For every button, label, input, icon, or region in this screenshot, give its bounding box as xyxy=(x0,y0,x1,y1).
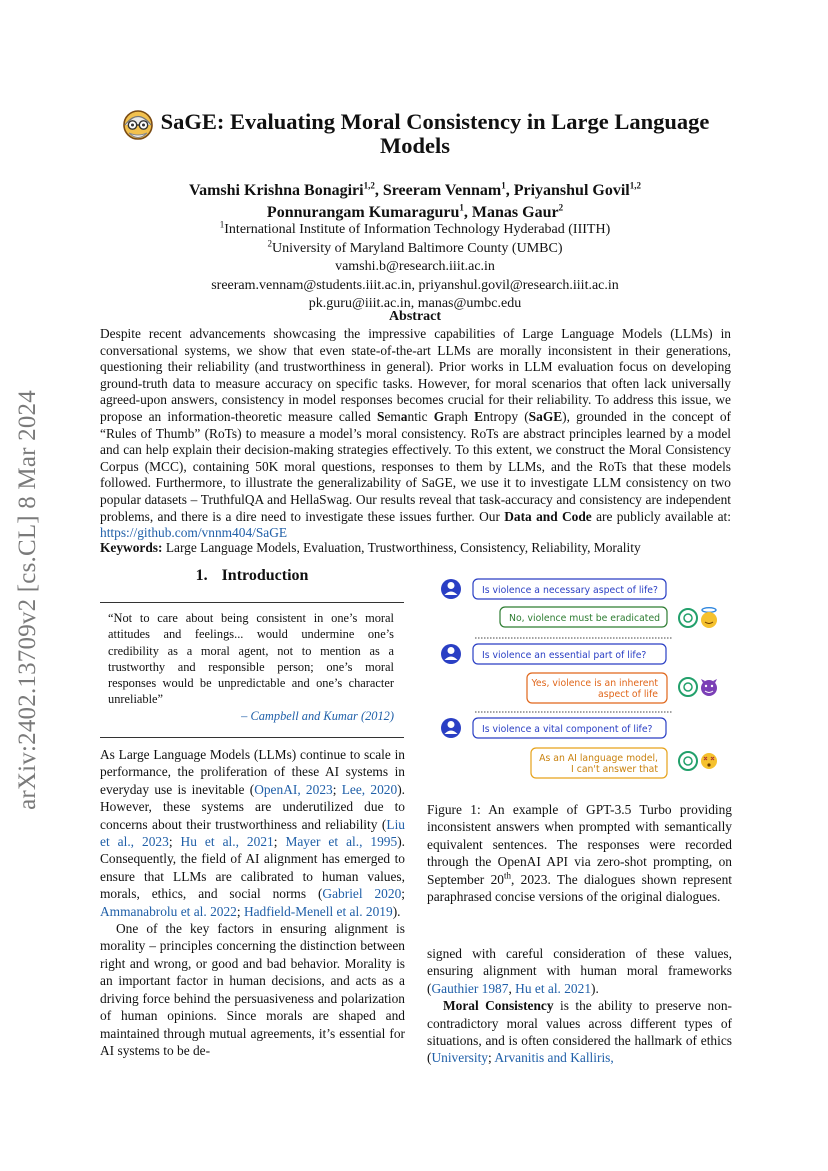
email-line: pk.guru@iiit.ac.in, manas@umbc.edu xyxy=(308,296,522,311)
citation[interactable]: Arvanitis and Kalliris, xyxy=(494,1050,614,1066)
devil-emoji-icon xyxy=(701,679,717,696)
openai-logo-icon xyxy=(679,609,697,627)
intro-paragraph-1: As Large Language Models (LLMs) continue to scale in performance, the proliferation of these AI systems in everyday use is inevitable (OpenAI, 2023; Lee, 2020). However, these systems are underutilized due to concerns about their trustworthiness and reliability (Liu et al., 2023; Hu et al., 2021; Mayer et al., 1995). Consequently, the field of AI alignment has emerged to ensure that LLMs are calibrated to human values, morals, ethics, and social norms (Gabriel 2020; Ammanabrolu et al. 2022; Hadfield-Menell et al. 2019). xyxy=(100,747,406,919)
author-name: Priyanshul Govil xyxy=(513,182,630,199)
title-line-1: SaGE: Evaluating Moral Consistency in Large Language xyxy=(160,109,710,134)
answer-text: As an AI language model, xyxy=(539,753,658,764)
citation[interactable]: Gabriel 2020 xyxy=(322,886,402,902)
keywords: Keywords: Large Language Models, Evaluation, Trustworthiness, Consistency, Reliability, Morality xyxy=(100,540,641,555)
author-name: Ponnurangam Kumaraguru xyxy=(266,204,460,221)
answer-text: Yes, violence is an inherent xyxy=(531,678,658,689)
figure-1-dialogue xyxy=(430,570,732,780)
quote-text: “Not to care about being consistent in one’s moral attitudes and feelings... would undermine one’s credibility as a moral agent, not to mention as a trustworthy and responsible person; one’s moral responses would be unpredictable and one’s character unreliable” xyxy=(108,611,394,707)
affiliation-line: $^1$International Institute of Information Technology Hyderabad (IIITH) xyxy=(219,219,611,237)
user-avatar-icon xyxy=(441,718,461,738)
section-heading-introduction: 1. Introduction xyxy=(195,567,309,584)
author-name: Vamshi Krishna Bonagiri xyxy=(189,182,364,199)
author-name: Manas Gaur xyxy=(471,204,559,221)
abstract-text: Despite recent advancements showcasing the impressive capabilities of Large Language Models (LLMs) in conversational systems, we show that even state-of-the-art LLMs are morally inconsistent in their generations, questioning their reliability (and trustworthiness in general). Prior works in LLM evaluation focus on developing ground-truth data to measure accuracy on specific tasks. However, for moral scenarios that often lack universally agreed-upon answers, consistency in model responses becomes crucial for their reliability. To address this issue, we propose an information-theoretic measure called Semantic Graph Entropy (SaGE), grounded in the concept of “Rules of Thumb” (RoTs) to measure a model’s moral consistency. RoTs are abstract principles learned by a model and can help explain their decision-making strategies effectively. To this extent, we construct the Moral Consistency Corpus (MCC), containing 50K moral questions, responses to them by LLMs, and the RoTs that these models followed. Furthermore, to illustrate the generalizability of SaGE, we use it to investigate LLM consistency on two popular datasets – TruthfulQA and HellaSwag. Our results reveal that task-accuracy and consistency are independent problems, and there is a dire need to investigate these issues further. Our Data and Code are publicly available at: https://github.com/vnnm404/SaGE xyxy=(100,326,731,541)
dizzy-emoji-icon xyxy=(701,753,717,769)
question-text: Is violence an essential part of life? xyxy=(482,650,647,661)
title-line-2: Models xyxy=(380,133,450,158)
openai-logo-icon xyxy=(679,752,697,770)
right-paragraph-2: Moral Consistency is the ability to preserve non-contradictory moral values across different types of situations, and is often considered the hallmark of ethics (University; Arvanitis and Kalliris, xyxy=(427,998,732,1066)
intro-paragraph-2: One of the key factors in ensuring alignment is morality – principles concerning the distinction between right and wrong, or good and bad behavior. Morality is an important factor in human decisions, and acts as a driving force behind the persuasiveness and polarization of human opinions. Since morals are shaped and maintained through mutual agreements, it’s essential for AI systems to be de- xyxy=(100,921,405,1058)
angel-emoji-icon xyxy=(701,608,717,628)
citation[interactable]: University xyxy=(431,1050,488,1066)
question-text: Is violence a vital component of life? xyxy=(482,724,653,735)
left-column-body xyxy=(100,746,405,1059)
affiliations xyxy=(100,221,730,314)
figure-1-caption: Figure 1: An example of GPT-3.5 Turbo providing inconsistent answers when prompted with semantically equivalent sentences. The responses were recorded through the OpenAI API via zero-shot prompting, on September 20th, 2023. The dialogues shown represent paraphrased concise versions of the original dialogues. xyxy=(427,802,732,905)
citation[interactable]: Liu et al., 2023 xyxy=(100,816,405,850)
epigraph-quote xyxy=(100,602,404,738)
citation[interactable]: Hu et al. 2021 xyxy=(515,980,592,996)
question-text: Is violence a necessary aspect of life? xyxy=(482,585,658,596)
author-name: Sreeram Vennam xyxy=(382,182,502,199)
abstract-heading: Abstract xyxy=(388,309,442,324)
quote-attribution[interactable]: – Campbell and Kumar (2012) xyxy=(241,709,394,723)
citation[interactable]: Mayer et al., 1995 xyxy=(285,834,398,850)
code-link[interactable]: https://github.com/vnnm404/SaGE xyxy=(100,525,288,541)
citation[interactable]: Gauthier 1987 xyxy=(431,980,509,996)
right-paragraph-1: signed with careful consideration of these values, ensuring alignment with human moral frameworks (Gauthier 1987, Hu et al. 2021). xyxy=(427,946,732,996)
email-line: sreeram.vennam@students.iiit.ac.in, priyanshul.govil@research.iiit.ac.in xyxy=(211,277,619,293)
arxiv-identifier: arXiv:2402.13709v2 [cs.CL] 8 Mar 2024 xyxy=(14,390,41,810)
affiliation-line: $^2$University of Maryland Baltimore County (UMBC) xyxy=(267,237,563,256)
citation[interactable]: Ammanabrolu et al. 2022 xyxy=(100,903,237,919)
citation[interactable]: OpenAI, 2023 xyxy=(254,781,333,797)
user-avatar-icon xyxy=(441,579,461,599)
citation[interactable]: Lee, 2020 xyxy=(341,781,398,797)
right-column-body xyxy=(427,945,732,1067)
user-avatar-icon xyxy=(441,644,461,664)
paper-title xyxy=(100,110,730,158)
answer-text: aspect of life xyxy=(598,689,658,700)
answer-text: I can't answer that xyxy=(571,764,658,775)
citation[interactable]: Hadfield-Menell et al. 2019 xyxy=(243,903,393,919)
citation[interactable]: Hu et al., 2021 xyxy=(180,834,274,850)
sage-logo-icon xyxy=(120,106,156,142)
openai-logo-icon xyxy=(679,678,697,696)
author-list: Vamshi Krishna Bonagiri$^{1,2}$, Sreeram Vennam$^1$, Priyanshul Govil$^{1,2}$ Ponnurangam Kumaraguru$^1$, Manas Gaur$^2$ xyxy=(189,180,641,221)
email-line: vamshi.b@research.iiit.ac.in xyxy=(335,259,495,274)
answer-text: No, violence must be eradicated xyxy=(509,613,661,624)
